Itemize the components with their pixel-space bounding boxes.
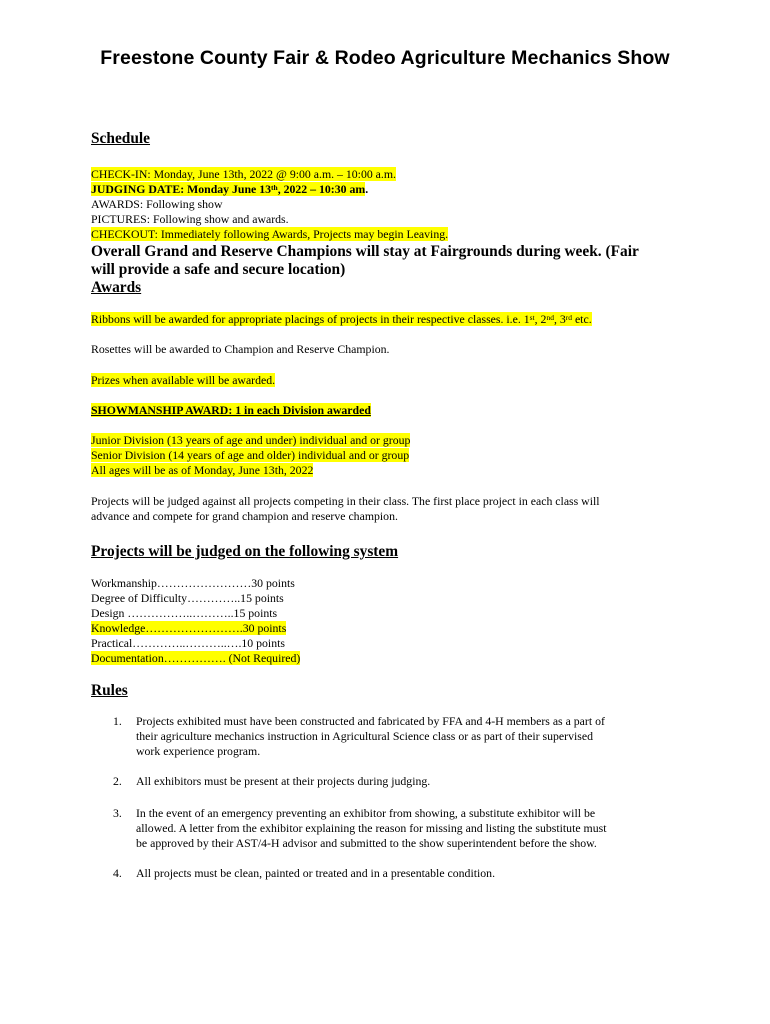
- scoring-item: Design ……………..………..15 points: [91, 606, 278, 620]
- rosettes-line: Rosettes will be awarded to Champion and Reserve Champion.: [91, 342, 390, 356]
- showmanship-line: SHOWMANSHIP AWARD: 1 in each Division awarded: [91, 403, 371, 417]
- document-title: Freestone County Fair & Rodeo Agriculture Mechanics Show: [100, 47, 670, 69]
- divisions-block: [91, 433, 691, 478]
- awards-line: AWARDS: Following show: [91, 197, 223, 211]
- scoring-list: [91, 576, 691, 666]
- judging-paragraph: Projects will be judged against all projects competing in their class. The first place project in each class will advance and compete for grand champion and reserve champion.: [91, 494, 600, 523]
- scoring-item: Practical…………..………..….10 points: [91, 636, 285, 650]
- document-page: Freestone County Fair & Rodeo Agriculture Mechanics Show Schedule CHECK-IN: Monday, June 13th, 2022 @ 9:00 a.m. – 10:00 a.m. JUDGING DATE: Monday June 13th, 2022 – 10:30 am. AWARDS: Following show PICTURES: Following show and awards. CHECKOUT: Immediately following Awards, Projects may begin Leaving. Overall Grand and Reserve Champions will stay at Fairgrounds during week. (Fair will provide a safe and secure location) Awards Ribbons will be awarded for appropriate placings of projects in their respective classes. i.e. 1st, 2nd, 3rd etc. Rosettes will be awarded to Champion and Reserve Champion. Prizes when available will be awarded. SHOWMANSHIP AWARD: 1 in each Division awarded Junior Division (13 years of age and under) individual and or group Senior Division (14 years of age and older) individual and or group All ages will be as of Monday, June 13th, 2022 Projects will be judged against all projects competing in their class. The first place project in each class will advance and compete for grand champion and reserve champion. Projects will be judged on the following system Workmanship……………………30 points Degree of Difficulty…………..15 points Design ……………..………..15 points Knowledge…………………….30 points Practical…………..………..….10 points Documentation……………. (Not Required) Rules 1. Projects exhibited must have been constructed and fabricated by FFA and 4-H members as a part of their agriculture mechanics instruction in Agricultural Science class or as part of their supervised work experience program. 2. All exhibitors must be present at their projects during judging. 3. In the event of an emergency preventing an exhibitor from showing, a substitute exhibitor will be allowed. A letter from the exhibitor explaining the reason for missing and listing the substitute must be approved by their AST/4-H advisor and submitted to the show superintendent before the show. 4. All projects must be clean, painted or treated and in a presentable condition.: [0, 0, 770, 1024]
- awards-heading: Awards: [91, 279, 142, 296]
- champions-notice: Overall Grand and Reserve Champions will stay at Fairgrounds during week. (Fair will provide a safe and secure location): [91, 243, 639, 278]
- checkout-line: CHECKOUT: Immediately following Awards, Projects may begin Leaving.: [91, 227, 449, 241]
- system-heading: Projects will be judged on the following system: [91, 543, 399, 560]
- scoring-item: Degree of Difficulty…………..15 points: [91, 591, 284, 605]
- ribbons-line: Ribbons will be awarded for appropriate placings of projects in their respective classes. i.e. 1st, 2nd, 3rd etc.: [91, 312, 592, 326]
- scoring-item: Workmanship……………………30 points: [91, 576, 295, 590]
- judging-date-line: JUDGING DATE: Monday June 13th, 2022 – 10:30 am.: [91, 182, 369, 196]
- rules-heading: Rules: [91, 682, 128, 699]
- senior-division: Senior Division (14 years of age and older) individual and or group: [91, 448, 410, 462]
- scoring-item: Knowledge…………………….30 points: [91, 621, 287, 635]
- scoring-item: Documentation……………. (Not Required): [91, 651, 301, 665]
- prizes-line: Prizes when available will be awarded.: [91, 373, 276, 387]
- schedule-block: [91, 167, 691, 242]
- checkin-line: CHECK-IN: Monday, June 13th, 2022 @ 9:00 a.m. – 10:00 a.m.: [91, 167, 396, 181]
- ages-line: All ages will be as of Monday, June 13th, 2022: [91, 463, 314, 477]
- junior-division: Junior Division (13 years of age and under) individual and or group: [91, 433, 411, 447]
- pictures-line: PICTURES: Following show and awards.: [91, 212, 289, 226]
- schedule-heading: Schedule: [91, 130, 151, 147]
